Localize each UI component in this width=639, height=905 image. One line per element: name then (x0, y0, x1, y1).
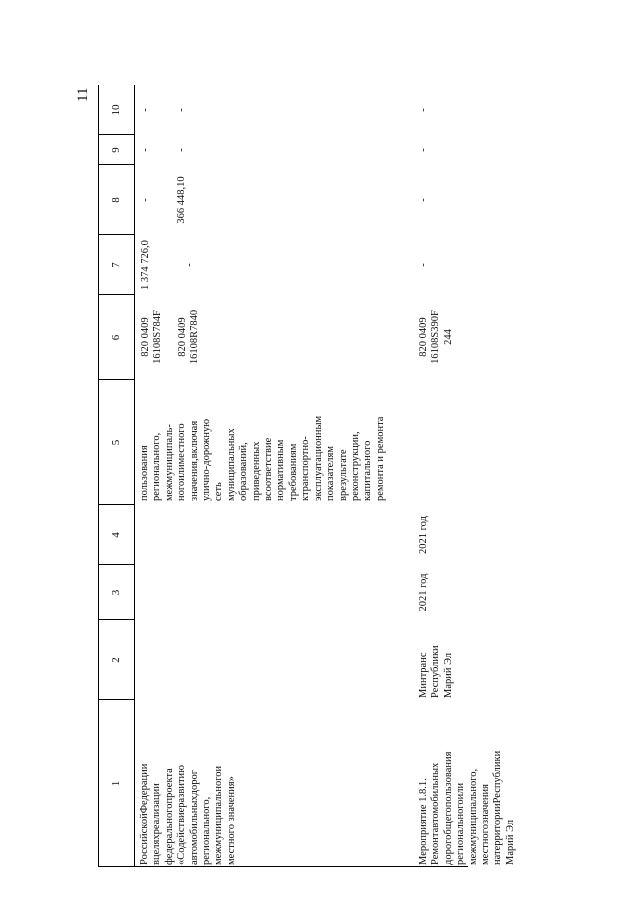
text-line: показателям (325, 446, 337, 501)
text-line: Ремонтавтомобильных (430, 762, 442, 865)
column-header-4: 4 (110, 532, 122, 538)
text-line: приведенных (250, 441, 262, 501)
text-line: 16108S784F (152, 310, 164, 364)
text-line: «Содействиеразвитию (176, 765, 188, 865)
text-line: значения,включая (188, 420, 200, 501)
header-bottom-rule (134, 85, 135, 867)
text-line: дорогобщегопользования (442, 751, 454, 865)
row1-col7-value-a: 1 374 726,0 (140, 240, 151, 290)
text-line: РоссийскойФедерации (139, 763, 150, 865)
column-header-5: 5 (110, 439, 122, 446)
row2-start-year: 2021 год (418, 573, 429, 612)
text-line: улично-дорожную (201, 418, 213, 501)
row1-column1-text (139, 705, 238, 865)
row2-col8-value: - (418, 198, 429, 202)
text-line: 16108R7840 (189, 309, 201, 365)
row1-col10-value-b: - (176, 108, 187, 112)
text-line: Минтранс (418, 652, 429, 698)
row2-column1-text (418, 705, 517, 865)
row1-budget-code-b (177, 296, 202, 378)
row1-col8-value-b: 366 448,10 (176, 176, 187, 224)
text-line: ремонта и ремонта (374, 416, 386, 501)
text-line: нормативным (275, 439, 287, 501)
text-line: межмуниципаль- (163, 424, 175, 501)
row1-col7-value-b: - (184, 263, 195, 267)
column-header-10: 10 (110, 104, 122, 116)
column-header-2: 2 (110, 657, 122, 663)
row1-col10-value-a: - (140, 108, 151, 112)
row2-responsible-executor (418, 622, 455, 698)
text-line: эксплуатационным (312, 415, 324, 501)
text-line: регионального, (201, 796, 213, 865)
table-left-edge (98, 866, 468, 867)
column-header-6: 6 (110, 334, 122, 341)
row2-col9-value: - (418, 148, 429, 152)
page-number: 11 (75, 87, 91, 102)
text-line: капитального (362, 440, 374, 501)
row1-col9-value-b: - (176, 148, 187, 152)
text-line: регионального, (151, 432, 163, 501)
row1-col9-value-a: - (140, 148, 151, 152)
column-header-9: 9 (110, 147, 122, 153)
column-header-3: 3 (110, 589, 122, 596)
text-line: образований, (238, 442, 250, 501)
row1-column5-text (139, 383, 387, 501)
text-line: федеральногопроекта (163, 768, 175, 865)
text-line: Республики (430, 645, 442, 698)
text-line: Марий Эл (442, 652, 454, 698)
text-line: пользования (139, 445, 150, 501)
text-line: региональногоили (455, 782, 467, 865)
column-header-1: 1 (110, 780, 122, 787)
text-line: муниципальных (225, 428, 237, 501)
row1-col8-value-a: - (140, 198, 151, 202)
text-line: реконструкции, (349, 431, 361, 501)
text-line: межмуниципальногои (213, 765, 225, 865)
row1-budget-code-a (140, 296, 165, 378)
text-line: натерриторииРеспублики (492, 750, 504, 865)
column-header-8: 8 (110, 197, 122, 203)
text-line: Марий Эл (504, 819, 516, 865)
text-line: 244 (442, 329, 454, 345)
text-line: всоответствие (263, 437, 275, 501)
text-line: местногозначения (480, 783, 492, 865)
text-line: сеть (213, 482, 225, 501)
text-line: вцеляхреализации (151, 783, 163, 865)
text-line: требованиям (287, 443, 299, 501)
row2-col7-value: - (418, 263, 429, 267)
row2-budget-code (418, 296, 455, 378)
row2-end-year: 2021 год (418, 516, 429, 554)
text-line: 16108S390F (430, 310, 442, 364)
text-line: местного значения» (225, 776, 237, 865)
text-line: межмуниципального, (467, 768, 479, 865)
text-line: автомобильныхдорог (188, 769, 200, 865)
row2-col10-value: - (418, 108, 429, 112)
text-line: Мероприятие 1.8.1. (418, 778, 429, 865)
text-line: 820 0409 (418, 317, 429, 357)
text-line: 820 0409 (140, 317, 151, 357)
text-line: ктранспортно- (300, 436, 312, 501)
text-line: 820 0409 (177, 317, 188, 357)
text-line: врезультате (337, 449, 349, 501)
column-header-7: 7 (110, 262, 122, 268)
text-line: ногоилиместного (176, 423, 188, 501)
